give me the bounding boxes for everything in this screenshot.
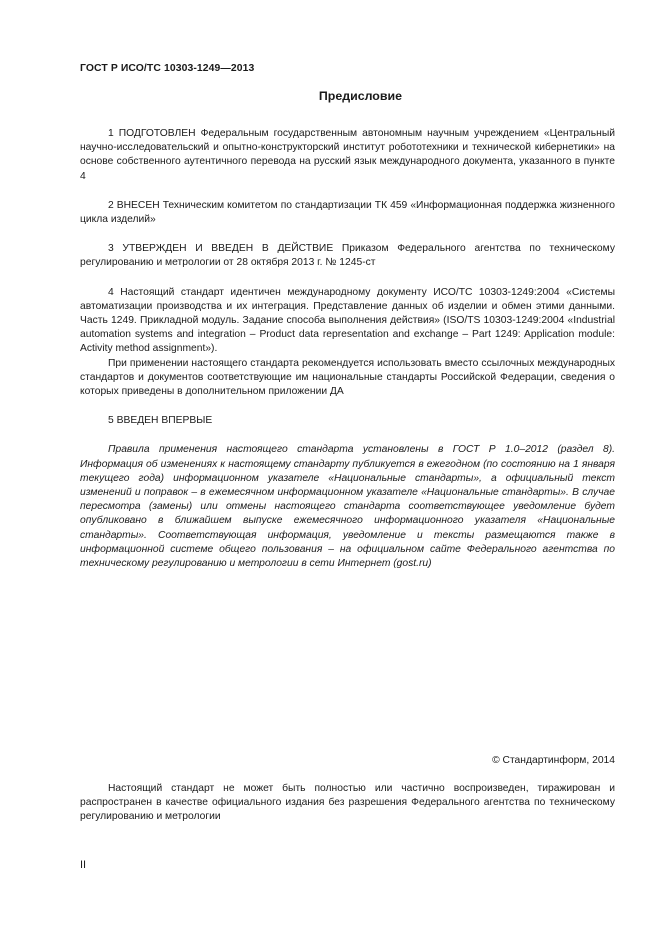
standard-code: ГОСТ Р ИСО/ТС 10303-1249—2013: [80, 63, 255, 74]
page-number: II: [80, 859, 87, 871]
application-rules: Правила применения настоящего стандарта установлены в ГОСТ Р 1.0–2012 (раздел 8). Информация об изменениях к настоящему стандарту публикуется в ежегодном (по состоянию на 1 января текущего года) информационном указателе «Национальные стандарты», а официальный текст изменений и поправок – в ежемесячном информационном указателе «Национальные стандарты». В случае пересмотра (замены) или отмены настоящего стандарта соответствующее уведомление будет опубликовано в ближайшем выпуске ежемесячного информационного указателя «Национальные стандарты». Соответствующая информация, уведомление и тексты размещаются также в информационной системе общего пользования – на официальном сайте Федерального агентства по техническому регулированию и метрологии в сети Интернет (gost.ru): [80, 444, 615, 570]
preface-content: [80, 127, 615, 571]
preface-item-3: 3 УТВЕРЖДЕН И ВВЕДЕН В ДЕЙСТВИЕ Приказом Федерального агентства по техническому регулированию и метрологии от 28 октября 2013 г. № 1245-ст: [80, 243, 615, 269]
reproduction-notice: Настоящий стандарт не может быть полностью или частично воспроизведен, тиражирован и распространен в качестве официального издания без разрешения Федерального агентства по техническому регулированию и метрологии: [80, 783, 615, 823]
preface-item-4-note: При применении настоящего стандарта рекомендуется использовать вместо ссылочных международных стандартов и документов соответствующие им национальные стандарты Российской Федерации, сведения о которых приведены в дополнительном приложении ДА: [80, 357, 615, 398]
preface-item-1: 1 ПОДГОТОВЛЕН Федеральным государственным автономным научным учреждением «Центральный научно-исследовательский и опытно-конструкторский институт робототехники и технической кибернетики» на основе собственного аутентичного перевода на русский язык международного документа, указанного в пункте 4: [80, 128, 615, 182]
preface-item-4: 4 Настоящий стандарт идентичен международному документу ИСО/ТС 10303-1249:2004 «Системы автоматизации производства и их интеграция. Представление данных об изделии и обмен этими данными. Часть 1249. Прикладной модуль. Задание способа выполнения действия» (ISO/TS 10303-1249:2004 «Industrial automation systems and integration – Product data representation and exchange – Part 1249: Application module: Activity method assignment»).: [80, 286, 615, 355]
preface-item-2: 2 ВНЕСЕН Техническим комитетом по стандартизации ТК 459 «Информационная поддержка жизненного цикла изделий»: [80, 199, 615, 226]
preface-item-5: 5 ВВЕДЕН ВПЕРВЫЕ: [108, 415, 213, 427]
preface-title: Предисловие: [318, 89, 402, 103]
copyright-notice: © Стандартинформ, 2014: [492, 755, 615, 766]
